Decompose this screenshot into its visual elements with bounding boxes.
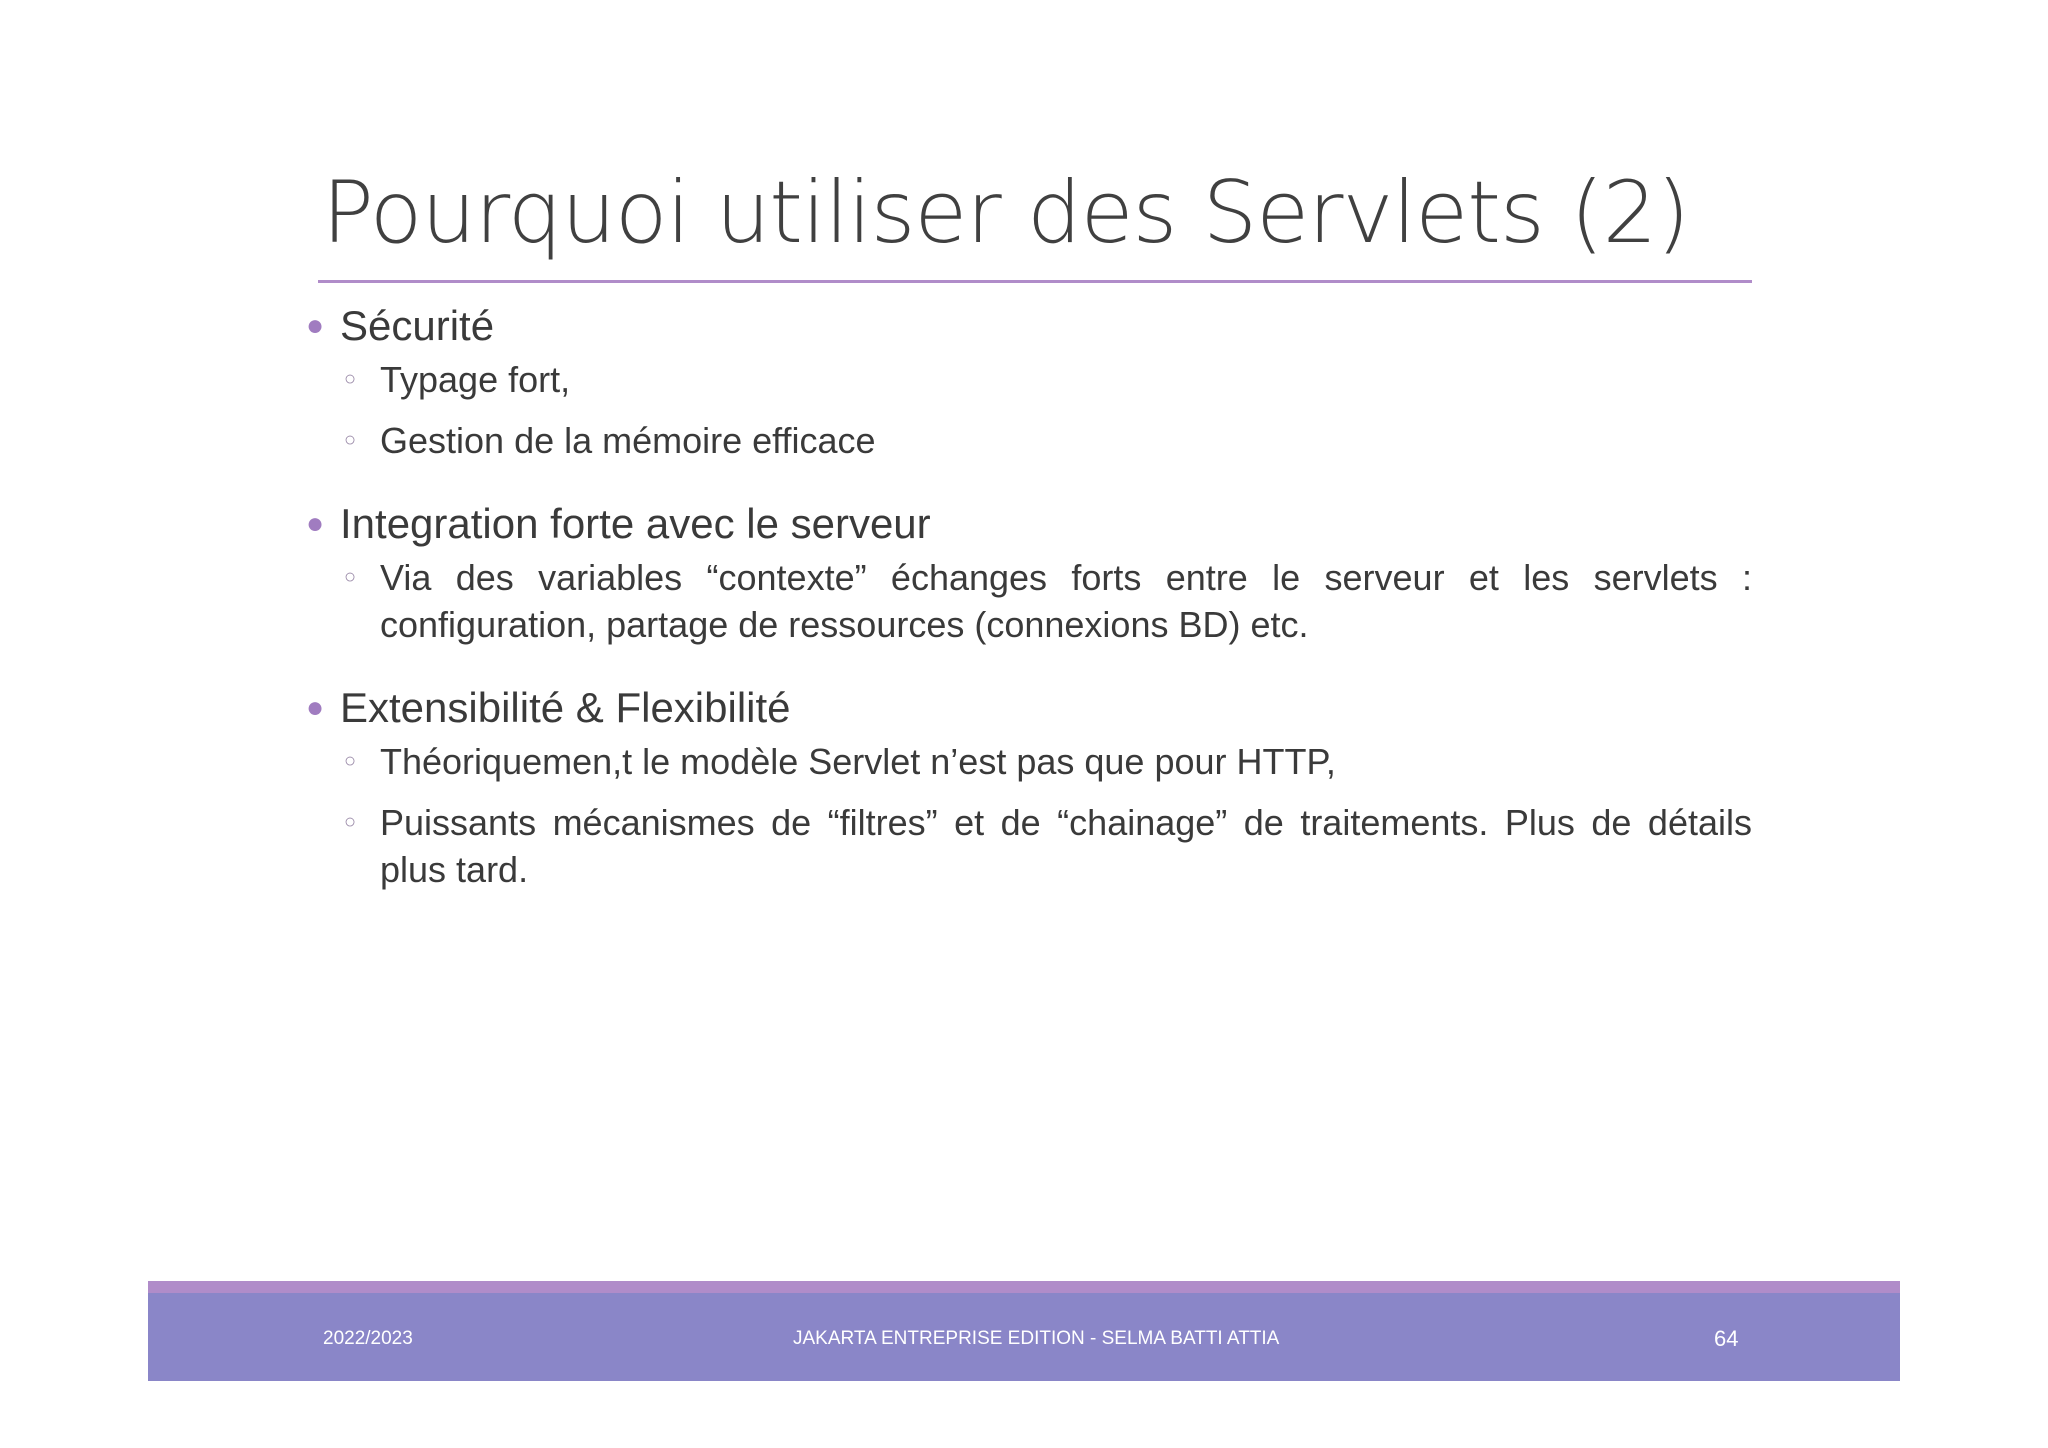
bullet-icon: ● xyxy=(306,691,325,724)
bullet-icon: ● xyxy=(306,507,325,540)
sub-bullet-text: Gestion de la mémoire efficace xyxy=(380,420,876,461)
slide-title: Pourquoi utiliser des Servlets (2) xyxy=(322,163,1689,263)
slide-body xyxy=(300,296,1752,893)
sub-bullet xyxy=(300,554,1752,648)
bullet-securite xyxy=(300,296,1752,356)
sub-bullet xyxy=(300,738,1752,785)
ring-bullet-icon: ○ xyxy=(344,566,357,588)
footer-year: 2022/2023 xyxy=(323,1328,413,1349)
footer-course-title: JAKARTA ENTREPRISE EDITION - SELMA BATTI ATTIA xyxy=(793,1328,1280,1349)
sub-bullet-text: Via des variables “contexte” échanges forts entre le serveur et les servlets : configuration, partage de ressources (connexions BD) etc. xyxy=(380,557,1752,645)
sub-bullet-text: Puissants mécanismes de “filtres” et de “chainage” de traitements. Plus de détails plus tard. xyxy=(380,802,1752,890)
ring-bullet-icon: ○ xyxy=(344,368,357,390)
sub-bullet xyxy=(300,417,1752,464)
bullet-label: Sécurité xyxy=(340,302,495,349)
ring-bullet-icon: ○ xyxy=(344,429,357,451)
bullet-integration xyxy=(300,494,1752,554)
bullet-extensibilite xyxy=(300,678,1752,738)
sub-bullet-text: Théoriquemen,t le modèle Servlet n’est pas que pour HTTP, xyxy=(380,741,1336,782)
ring-bullet-icon: ○ xyxy=(344,750,357,772)
bullet-label: Extensibilité & Flexibilité xyxy=(340,684,791,731)
sub-bullet-text: Typage fort, xyxy=(380,359,571,400)
sub-bullet xyxy=(300,356,1752,403)
sub-bullet xyxy=(300,799,1752,893)
ring-bullet-icon: ○ xyxy=(344,811,357,833)
bullet-icon: ● xyxy=(306,309,325,342)
bullet-label: Integration forte avec le serveur xyxy=(340,500,931,547)
footer-page-number: 64 xyxy=(1714,1326,1739,1351)
title-underline xyxy=(318,280,1752,283)
footer-accent-stripe xyxy=(148,1281,1900,1293)
